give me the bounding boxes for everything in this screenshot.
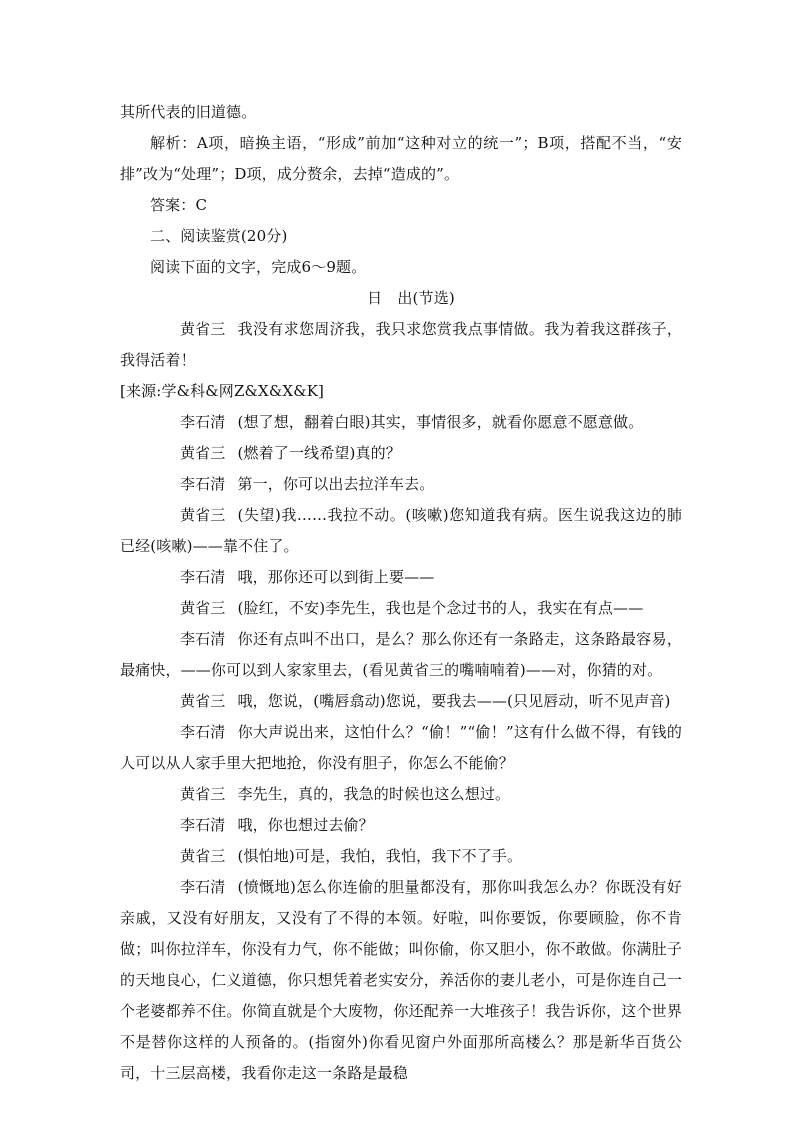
- dialogue-text: 哦，你也想过去偷？: [237, 816, 374, 834]
- text-line-previous-answer: 其所代表的旧道德。: [120, 103, 257, 121]
- dialogue-text: 第一，你可以出去拉洋车去。: [237, 475, 435, 493]
- answer-line: 答案：C: [150, 196, 208, 214]
- speaker-name: 黄省三: [180, 785, 226, 803]
- source-text: [来源:学&科&网Z&X&X&K]: [120, 382, 325, 400]
- speaker-name: 李石清: [180, 723, 226, 741]
- dialogue-text: 哦，那你还可以到街上要——: [237, 568, 435, 586]
- speaker-name: 黄省三: [180, 847, 226, 865]
- dialogue-text: 哦，您说，(嘴唇翕动)您说，要我去——(只见唇动，听不见声音): [237, 692, 671, 710]
- dialogue-line: [120, 314, 682, 376]
- dialogue-line: [120, 407, 682, 438]
- speaker-name: 黄省三: [180, 692, 226, 710]
- speaker-name: 李石清: [180, 816, 226, 834]
- dialogue-line: [120, 469, 682, 500]
- dialogue-text: (失望)我……我拉不动。(咳嗽)您知道我有病。医生说我这边的肺已经(咳嗽)——靠不住了。: [120, 506, 682, 555]
- dialogue-text: (愤慨地)怎么你连偷的胆量都没有，那你叫我怎么办？你既没有好亲戚，又没有好朋友，又没有了不得的本领。好啦，叫你要饭，你要顾脸，你不肯做；叫你拉洋车，你没有力气，你不能做；叫你偷，你又胆小，你不敢做。你满肚子的天地良心，仁义道德，你只想凭着老实安分，养活你的妻儿老小，可是你连自己一个老婆都养不住。你简直就是个大废物，你还配养一大堆孩子！我告诉你，这个世界不是替你这样的人预备的。(指窗外)你看见窗户外面那所高楼么？那是新华百货公司，十三层高楼，我看你走这一条路是最稳: [120, 878, 682, 1082]
- dialogue-text: 你大声说出来，这怕什么？“偷！”“偷！”这有什么做不得，有钱的人可以从人家手里大把地抢，你没有胆子，你怎么不能偷？: [120, 723, 682, 772]
- section-heading: 二、阅读鉴赏(20分): [150, 227, 288, 245]
- speaker-name: 黄省三: [180, 599, 226, 617]
- analysis-paragraph: 解析：A项，暗换主语，“形成”前加“这种对立的统一”；B项，搭配不当，“安排”改为“处理”；D项，成分赘余，去掉“造成的”。: [120, 134, 682, 183]
- dialogue-line: [120, 500, 682, 562]
- speaker-name: 李石清: [180, 878, 226, 896]
- dialogue-line: [120, 593, 682, 624]
- dialogue-line: [120, 810, 682, 841]
- passage-title: 日 出(节选): [367, 289, 455, 307]
- dialogue-text: 你还有点叫不出口，是么？那么你还有一条路走，这条路最容易，最痛快，——你可以到人家家里去，(看见黄省三的嘴喃喃着)——对，你猜的对。: [120, 630, 682, 679]
- instruction-line: 阅读下面的文字，完成6～9题。: [150, 258, 367, 276]
- dialogue-text: 我没有求您周济我，我只求您赏我点事情做。我为着我这群孩子，我得活着！: [120, 320, 682, 369]
- dialogue-text: (惧怕地)可是，我怕，我怕，我下不了手。: [237, 847, 523, 865]
- speaker-name: 李石清: [180, 413, 226, 431]
- dialogue-text: (脸红，不安)李先生，我也是个念过书的人，我实在有点——: [237, 599, 644, 617]
- dialogue-line: [120, 562, 682, 593]
- speaker-name: 李石清: [180, 630, 226, 648]
- source-watermark-line: [120, 376, 682, 407]
- dialogue-text: (想了想，翻着白眼)其实，事情很多，就看你愿意不愿意做。: [237, 413, 644, 431]
- dialogue-text: 李先生，真的，我急的时候也这么想过。: [237, 785, 511, 803]
- speaker-name: 李石清: [180, 475, 226, 493]
- speaker-name: 李石清: [180, 568, 226, 586]
- speaker-name: 黄省三: [180, 320, 226, 338]
- dialogue-line: [120, 872, 682, 1089]
- dialogue-line: [120, 717, 682, 779]
- speaker-name: 黄省三: [180, 506, 226, 524]
- dialogue-line: [120, 686, 682, 717]
- speaker-name: 黄省三: [180, 444, 226, 462]
- dialogue-text: (燃着了一线希望)真的？: [237, 444, 401, 462]
- dialogue-line: [120, 624, 682, 686]
- dialogue-line: [120, 841, 682, 872]
- document-body: [120, 97, 682, 1089]
- dialogue-line: [120, 438, 682, 469]
- dialogue-line: [120, 779, 682, 810]
